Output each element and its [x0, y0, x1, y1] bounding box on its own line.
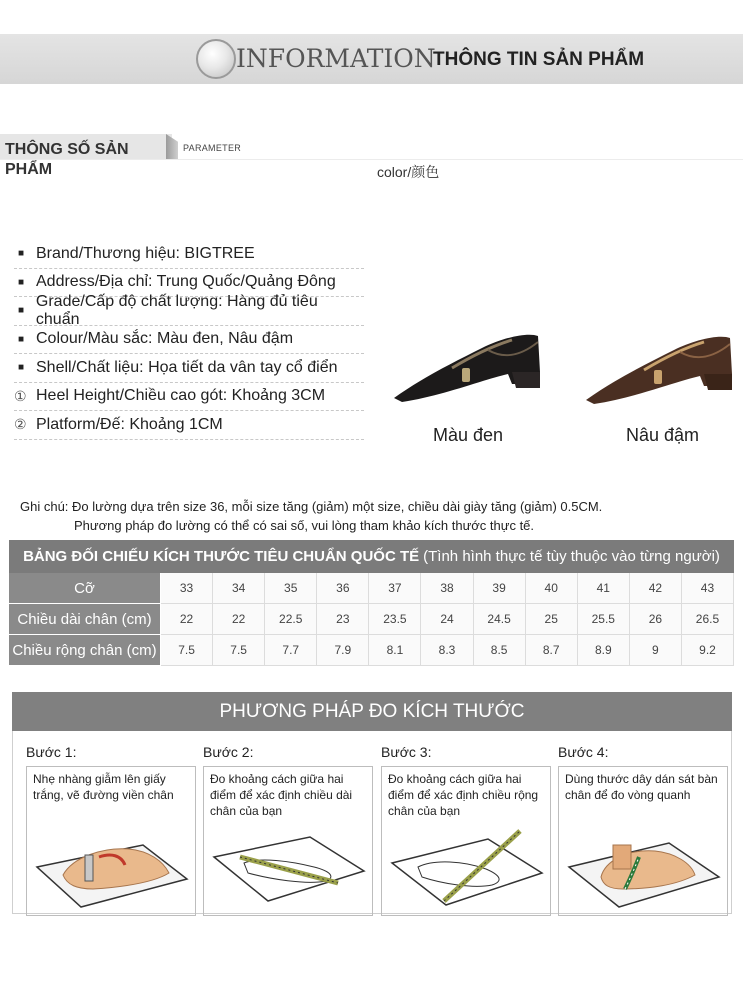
- table-cell: 25.5: [578, 604, 630, 635]
- table-cell: 39: [474, 573, 526, 604]
- step-description: Đo khoảng cách giữa hai điểm để xác định chiều dài chân của bạn: [210, 772, 353, 818]
- table-cell: 7.5: [161, 635, 213, 666]
- step-label: Bước 4:: [558, 744, 609, 760]
- divider: [0, 159, 743, 160]
- spec-item: [14, 411, 364, 440]
- table-row: [9, 573, 734, 604]
- parameter-en-label: PARAMETER: [183, 143, 242, 153]
- table-cell: 38: [421, 573, 473, 604]
- tape-measure-foot-icon: [565, 827, 723, 911]
- row-label: Chiều rộng chân (cm): [9, 635, 161, 666]
- table-cell: 7.9: [317, 635, 369, 666]
- table-row: [9, 604, 734, 635]
- number-one-icon: ①: [14, 387, 27, 404]
- ruler-length-icon: [210, 827, 368, 911]
- table-cell: 23.5: [369, 604, 421, 635]
- header-title-vn: THÔNG TIN SẢN PHẨM: [433, 49, 645, 70]
- step-description: Nhẹ nhàng giẫm lên giấy trắng, vẽ đường viền chân: [33, 772, 174, 802]
- spec-item: [14, 326, 364, 355]
- brown-shoe-image: [584, 330, 736, 410]
- measure-step-3: [381, 744, 551, 916]
- spec-text: Address/Địa chỉ: Trung Quốc/Quảng Đông: [36, 273, 336, 291]
- parameter-tab: [0, 134, 172, 178]
- table-cell: 22.5: [265, 604, 317, 635]
- table-cell: 43: [682, 573, 734, 604]
- table-cell: 8.1: [369, 635, 421, 666]
- spec-text: Colour/Màu sắc: Màu đen, Nâu đậm: [36, 330, 294, 348]
- brown-shoe-caption: Nâu đậm: [626, 425, 700, 445]
- bullet-icon: ■: [18, 333, 25, 345]
- table-cell: 7.5: [213, 635, 265, 666]
- header-title-en: INFORMATION: [236, 44, 436, 73]
- measure-method-title: PHƯƠNG PHÁP ĐO KÍCH THƯỚC: [12, 692, 732, 731]
- spec-item: [14, 354, 364, 383]
- table-cell: 9: [630, 635, 682, 666]
- table-cell: 36: [317, 573, 369, 604]
- bullet-icon: ■: [18, 362, 25, 374]
- spec-text: Platform/Đế: Khoảng 1CM: [36, 415, 223, 433]
- black-shoe-caption: Màu đen: [433, 425, 504, 445]
- parameter-tab-label: THÔNG SỐ SẢN PHẨM: [5, 141, 129, 178]
- table-cell: 22: [161, 604, 213, 635]
- bullet-icon: ■: [18, 305, 25, 317]
- table-cell: 24: [421, 604, 473, 635]
- table-cell: 42: [630, 573, 682, 604]
- step-description: Đo khoảng cách giữa hai điểm để xác định chiều rộng chân của bạn: [388, 772, 539, 818]
- row-label: Cỡ: [9, 573, 161, 604]
- table-cell: 9.2: [682, 635, 734, 666]
- note-line-2: Phương pháp đo lường có thể có sai số, vui lòng tham khảo kích thước thực tế.: [74, 518, 535, 533]
- step-label: Bước 2:: [203, 744, 254, 760]
- size-table-header: [9, 540, 734, 573]
- table-cell: 35: [265, 573, 317, 604]
- step-box: [381, 766, 551, 916]
- measure-step-1: [26, 744, 196, 916]
- header-banner: [0, 34, 743, 84]
- tab-notch-decoration: [166, 134, 178, 160]
- table-cell: 24.5: [474, 604, 526, 635]
- spec-text: Grade/Cấp độ chất lượng: Hàng đủ tiêu chuẩn: [35, 292, 318, 328]
- table-cell: 25: [526, 604, 578, 635]
- table-cell: 23: [317, 604, 369, 635]
- spec-text: Heel Height/Chiều cao gót: Khoảng 3CM: [36, 387, 326, 405]
- spec-item: [14, 292, 364, 328]
- note-line-1: Ghi chú: Đo lường dựa trên size 36, mỗi size tăng (giảm) một size, chiều dài giày tăng (giảm) 0.5CM.: [20, 499, 603, 514]
- spec-item: [14, 383, 364, 412]
- step-description: Dùng thước dây dán sát bàn chân để đo vòng quanh: [565, 772, 718, 802]
- step-box: [558, 766, 728, 916]
- spec-text: Shell/Chất liệu: Họa tiết da vân tay cổ điển: [36, 358, 338, 376]
- row-label: Chiều dài chân (cm): [9, 604, 161, 635]
- table-row: [9, 635, 734, 666]
- size-table-note: (Tình hình thực tế tùy thuộc vào từng người): [423, 548, 720, 565]
- table-cell: 34: [213, 573, 265, 604]
- table-cell: 26: [630, 604, 682, 635]
- ruler-width-icon: [388, 827, 546, 911]
- table-cell: 41: [578, 573, 630, 604]
- spec-text: Brand/Thương hiệu: BIGTREE: [36, 244, 255, 262]
- table-cell: 40: [526, 573, 578, 604]
- table-cell: 22: [213, 604, 265, 635]
- table-cell: 7.7: [265, 635, 317, 666]
- spec-item: [14, 240, 364, 269]
- table-cell: 8.7: [526, 635, 578, 666]
- step-label: Bước 1:: [26, 744, 77, 760]
- table-cell: 33: [161, 573, 213, 604]
- color-label: color/颜色: [377, 164, 440, 180]
- table-cell: 37: [369, 573, 421, 604]
- table-cell: 8.5: [474, 635, 526, 666]
- number-two-icon: ②: [14, 416, 27, 433]
- spec-list: [14, 240, 364, 440]
- measure-step-2: [203, 744, 373, 916]
- measure-step-4: [558, 744, 728, 916]
- step-box: [26, 766, 196, 916]
- bullet-icon: ■: [18, 248, 25, 260]
- step-label: Bước 3:: [381, 744, 432, 760]
- step-box: [203, 766, 373, 916]
- table-cell: 26.5: [682, 604, 734, 635]
- size-table-title: BẢNG ĐỐI CHIẾU KÍCH THƯỚC TIÊU CHUẨN QUỐC TẾ: [23, 548, 420, 565]
- bullet-icon: ■: [18, 276, 25, 288]
- circle-logo-icon: [196, 39, 236, 79]
- table-cell: 8.3: [421, 635, 473, 666]
- black-shoe-image: [392, 328, 544, 408]
- foot-outline-icon: [33, 827, 191, 911]
- table-cell: 8.9: [578, 635, 630, 666]
